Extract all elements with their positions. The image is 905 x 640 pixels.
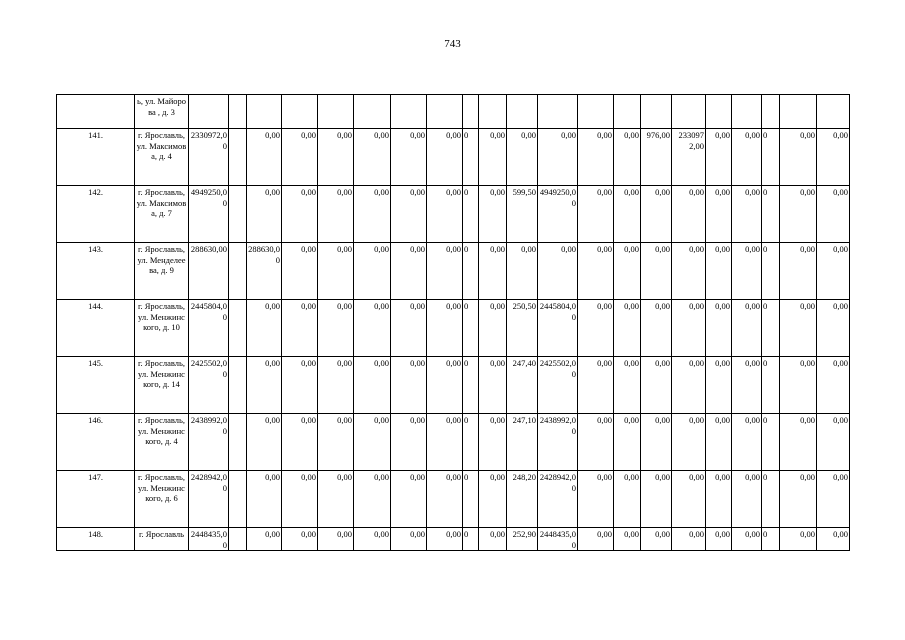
address-cell: г. Ярославль, ул. Менделеева, д. 9 xyxy=(135,243,189,300)
value-cell: 0,00 xyxy=(732,528,762,551)
value-cell: 0 xyxy=(762,243,780,300)
value-cell: 2428942,00 xyxy=(189,471,229,528)
value-cell: 0,00 xyxy=(780,528,817,551)
value-cell xyxy=(672,95,706,129)
value-cell: 0,00 xyxy=(507,129,538,186)
value-cell: 0,00 xyxy=(672,414,706,471)
value-cell xyxy=(817,95,850,129)
address-cell: г. Ярославль, ул. Менжинского, д. 6 xyxy=(135,471,189,528)
value-cell: 0,00 xyxy=(354,129,391,186)
value-cell: 0,00 xyxy=(578,186,614,243)
value-cell: 0,00 xyxy=(614,414,641,471)
row-number-cell: 148. xyxy=(57,528,135,551)
value-cell: 976,00 xyxy=(641,129,672,186)
value-cell: 252,90 xyxy=(507,528,538,551)
value-cell: 0,00 xyxy=(817,129,850,186)
value-cell: 0,00 xyxy=(247,357,282,414)
value-cell: 0 xyxy=(463,414,479,471)
value-cell: 0,00 xyxy=(732,243,762,300)
value-cell: 4949250,00 xyxy=(538,186,578,243)
value-cell: 0,00 xyxy=(780,357,817,414)
value-cell: 2425502,00 xyxy=(538,357,578,414)
value-cell: 0,00 xyxy=(706,471,732,528)
value-cell: 0,00 xyxy=(780,471,817,528)
value-cell xyxy=(706,95,732,129)
value-cell: 288630,00 xyxy=(247,243,282,300)
value-cell: 0 xyxy=(762,414,780,471)
value-cell: 0,00 xyxy=(427,471,463,528)
value-cell: 0,00 xyxy=(427,129,463,186)
value-cell: 0,00 xyxy=(817,471,850,528)
value-cell: 0,00 xyxy=(672,357,706,414)
value-cell: 0,00 xyxy=(817,300,850,357)
value-cell: 0,00 xyxy=(578,357,614,414)
value-cell: 0,00 xyxy=(391,357,427,414)
value-cell xyxy=(479,95,507,129)
empty-cell xyxy=(229,300,247,357)
value-cell xyxy=(318,95,354,129)
address-cell: г. Ярославль, ул. Максимова, д. 4 xyxy=(135,129,189,186)
empty-cell xyxy=(229,357,247,414)
table-row xyxy=(57,129,850,186)
value-cell: 0,00 xyxy=(354,243,391,300)
value-cell: 0,00 xyxy=(391,471,427,528)
value-cell: 0,00 xyxy=(641,528,672,551)
value-cell: 0,00 xyxy=(282,129,318,186)
value-cell: 0,00 xyxy=(780,129,817,186)
value-cell: 0,00 xyxy=(247,471,282,528)
value-cell: 0,00 xyxy=(282,300,318,357)
value-cell: 0,00 xyxy=(247,300,282,357)
value-cell: 0,00 xyxy=(578,471,614,528)
value-cell: 2438992,00 xyxy=(189,414,229,471)
value-cell: 0,00 xyxy=(614,471,641,528)
value-cell: 2438992,00 xyxy=(538,414,578,471)
value-cell xyxy=(614,95,641,129)
value-cell: 0,00 xyxy=(318,129,354,186)
value-cell: 0,00 xyxy=(780,243,817,300)
value-cell: 0 xyxy=(463,471,479,528)
table-row xyxy=(57,243,850,300)
value-cell: 0 xyxy=(762,471,780,528)
address-cell: г. Ярославль xyxy=(135,528,189,551)
value-cell: 599,50 xyxy=(507,186,538,243)
row-number-cell: 147. xyxy=(57,471,135,528)
value-cell: 0,00 xyxy=(641,300,672,357)
value-cell xyxy=(354,95,391,129)
value-cell: 0,00 xyxy=(427,357,463,414)
row-number-cell: 145. xyxy=(57,357,135,414)
empty-cell xyxy=(229,129,247,186)
value-cell xyxy=(189,95,229,129)
value-cell: 0,00 xyxy=(817,528,850,551)
value-cell xyxy=(762,95,780,129)
value-cell: 0,00 xyxy=(641,414,672,471)
value-cell: 0,00 xyxy=(354,471,391,528)
value-cell: 0,00 xyxy=(354,186,391,243)
value-cell: 0,00 xyxy=(354,528,391,551)
value-cell: 0,00 xyxy=(354,300,391,357)
row-number-cell xyxy=(57,95,135,129)
value-cell: 0 xyxy=(762,528,780,551)
value-cell: 2445804,00 xyxy=(189,300,229,357)
value-cell: 0,00 xyxy=(614,129,641,186)
value-cell xyxy=(507,95,538,129)
value-cell: 0,00 xyxy=(479,528,507,551)
value-cell: 0,00 xyxy=(817,357,850,414)
value-cell: 0,00 xyxy=(780,414,817,471)
page-number: 743 xyxy=(444,38,461,50)
table-row xyxy=(57,414,850,471)
value-cell: 248,20 xyxy=(507,471,538,528)
table-row xyxy=(57,300,850,357)
value-cell: 0,00 xyxy=(391,186,427,243)
table-row xyxy=(57,186,850,243)
value-cell: 0,00 xyxy=(427,300,463,357)
value-cell: 0,00 xyxy=(427,414,463,471)
value-cell: 0,00 xyxy=(318,414,354,471)
value-cell: 0 xyxy=(463,357,479,414)
value-cell: 0 xyxy=(463,300,479,357)
value-cell: 0,00 xyxy=(732,300,762,357)
value-cell xyxy=(229,95,247,129)
value-cell: 0,00 xyxy=(318,300,354,357)
value-cell: 0,00 xyxy=(318,357,354,414)
value-cell: 0,00 xyxy=(614,243,641,300)
value-cell: 0,00 xyxy=(578,528,614,551)
value-cell: 247,10 xyxy=(507,414,538,471)
value-cell: 0,00 xyxy=(247,186,282,243)
value-cell: 0,00 xyxy=(732,414,762,471)
value-cell: 2448435,00 xyxy=(189,528,229,551)
value-cell: 0,00 xyxy=(391,414,427,471)
value-cell: 0,00 xyxy=(427,186,463,243)
value-cell: 0,00 xyxy=(282,186,318,243)
value-cell: 2330972,00 xyxy=(672,129,706,186)
value-cell: 288630,00 xyxy=(189,243,229,300)
value-cell: 0,00 xyxy=(578,414,614,471)
table-body xyxy=(57,95,850,551)
empty-cell xyxy=(229,414,247,471)
value-cell: 0,00 xyxy=(732,357,762,414)
value-cell: 0 xyxy=(762,300,780,357)
value-cell: 0,00 xyxy=(282,528,318,551)
value-cell: 2425502,00 xyxy=(189,357,229,414)
value-cell: 0 xyxy=(463,528,479,551)
value-cell xyxy=(282,95,318,129)
value-cell: 250,50 xyxy=(507,300,538,357)
value-cell: 0,00 xyxy=(706,300,732,357)
value-cell: 0,00 xyxy=(354,357,391,414)
value-cell: 0,00 xyxy=(706,243,732,300)
value-cell: 0,00 xyxy=(817,186,850,243)
value-cell xyxy=(578,95,614,129)
address-cell: г. Ярославль, ул. Менжинского, д. 4 xyxy=(135,414,189,471)
value-cell: 0,00 xyxy=(247,528,282,551)
value-cell xyxy=(538,95,578,129)
value-cell: 0,00 xyxy=(706,357,732,414)
row-number-cell: 144. xyxy=(57,300,135,357)
row-number-cell: 146. xyxy=(57,414,135,471)
value-cell xyxy=(463,95,479,129)
row-number-cell: 142. xyxy=(57,186,135,243)
value-cell: 0,00 xyxy=(479,357,507,414)
value-cell: 0,00 xyxy=(247,414,282,471)
value-cell: 0,00 xyxy=(479,300,507,357)
value-cell: 0,00 xyxy=(318,471,354,528)
value-cell: 0,00 xyxy=(641,186,672,243)
value-cell: 2448435,00 xyxy=(538,528,578,551)
value-cell: 0,00 xyxy=(641,471,672,528)
value-cell: 0,00 xyxy=(817,243,850,300)
value-cell: 0,00 xyxy=(318,243,354,300)
empty-cell xyxy=(229,471,247,528)
value-cell xyxy=(780,95,817,129)
value-cell: 0 xyxy=(463,243,479,300)
value-cell: 0,00 xyxy=(282,471,318,528)
row-number-cell: 143. xyxy=(57,243,135,300)
empty-cell xyxy=(229,186,247,243)
value-cell: 0,00 xyxy=(318,528,354,551)
table-row xyxy=(57,471,850,528)
value-cell: 0,00 xyxy=(672,471,706,528)
table-row xyxy=(57,528,850,551)
value-cell: 0,00 xyxy=(479,471,507,528)
value-cell: 247,40 xyxy=(507,357,538,414)
value-cell: 2330972,00 xyxy=(189,129,229,186)
value-cell: 0 xyxy=(762,186,780,243)
value-cell: 0 xyxy=(762,129,780,186)
value-cell: 0,00 xyxy=(780,300,817,357)
address-cell: г. Ярославль, ул. Максимова, д. 7 xyxy=(135,186,189,243)
value-cell xyxy=(641,95,672,129)
value-cell: 0,00 xyxy=(479,243,507,300)
value-cell: 0,00 xyxy=(479,186,507,243)
value-cell: 0,00 xyxy=(507,243,538,300)
value-cell: 0,00 xyxy=(354,414,391,471)
value-cell: 0,00 xyxy=(672,300,706,357)
empty-cell xyxy=(229,243,247,300)
row-number-cell: 141. xyxy=(57,129,135,186)
value-cell: 0 xyxy=(762,357,780,414)
table-row xyxy=(57,95,850,129)
value-cell: 0,00 xyxy=(817,414,850,471)
value-cell xyxy=(247,95,282,129)
value-cell xyxy=(732,95,762,129)
value-cell: 0,00 xyxy=(706,186,732,243)
value-cell: 0,00 xyxy=(672,186,706,243)
address-cell: г. Ярославль, ул. Менжинского, д. 14 xyxy=(135,357,189,414)
value-cell: 0,00 xyxy=(672,528,706,551)
table-row xyxy=(57,357,850,414)
value-cell: 0,00 xyxy=(706,528,732,551)
value-cell: 2445804,00 xyxy=(538,300,578,357)
value-cell: 0,00 xyxy=(672,243,706,300)
value-cell: 0,00 xyxy=(706,129,732,186)
value-cell: 0,00 xyxy=(282,243,318,300)
value-cell: 0,00 xyxy=(318,186,354,243)
value-cell: 0,00 xyxy=(282,414,318,471)
value-cell: 0,00 xyxy=(427,243,463,300)
value-cell: 0,00 xyxy=(427,528,463,551)
value-cell: 0,00 xyxy=(247,129,282,186)
value-cell: 0,00 xyxy=(391,300,427,357)
value-cell: 0,00 xyxy=(391,528,427,551)
value-cell: 0 xyxy=(463,186,479,243)
value-cell xyxy=(391,95,427,129)
value-cell: 0,00 xyxy=(391,243,427,300)
value-cell: 0,00 xyxy=(614,186,641,243)
value-cell: 0,00 xyxy=(732,471,762,528)
value-cell: 0,00 xyxy=(614,300,641,357)
value-cell: 0,00 xyxy=(578,129,614,186)
value-cell: 0,00 xyxy=(538,129,578,186)
value-cell: 0,00 xyxy=(732,129,762,186)
value-cell: 0,00 xyxy=(479,414,507,471)
data-table xyxy=(56,94,850,551)
empty-cell xyxy=(229,528,247,551)
value-cell xyxy=(427,95,463,129)
value-cell: 0 xyxy=(463,129,479,186)
value-cell: 0,00 xyxy=(732,186,762,243)
value-cell: 0,00 xyxy=(614,357,641,414)
value-cell: 0,00 xyxy=(706,414,732,471)
value-cell: 0,00 xyxy=(282,357,318,414)
value-cell: 0,00 xyxy=(578,300,614,357)
value-cell: 0,00 xyxy=(479,129,507,186)
value-cell: 0,00 xyxy=(641,243,672,300)
value-cell: 4949250,00 xyxy=(189,186,229,243)
value-cell: 0,00 xyxy=(614,528,641,551)
address-cell: г. Ярославль, ул. Менжинского, д. 10 xyxy=(135,300,189,357)
value-cell: 0,00 xyxy=(538,243,578,300)
value-cell: 0,00 xyxy=(641,357,672,414)
value-cell: 0,00 xyxy=(578,243,614,300)
value-cell: 0,00 xyxy=(391,129,427,186)
address-cell: ь, ул. Майорова , д. 3 xyxy=(135,95,189,129)
value-cell: 2428942,00 xyxy=(538,471,578,528)
value-cell: 0,00 xyxy=(780,186,817,243)
